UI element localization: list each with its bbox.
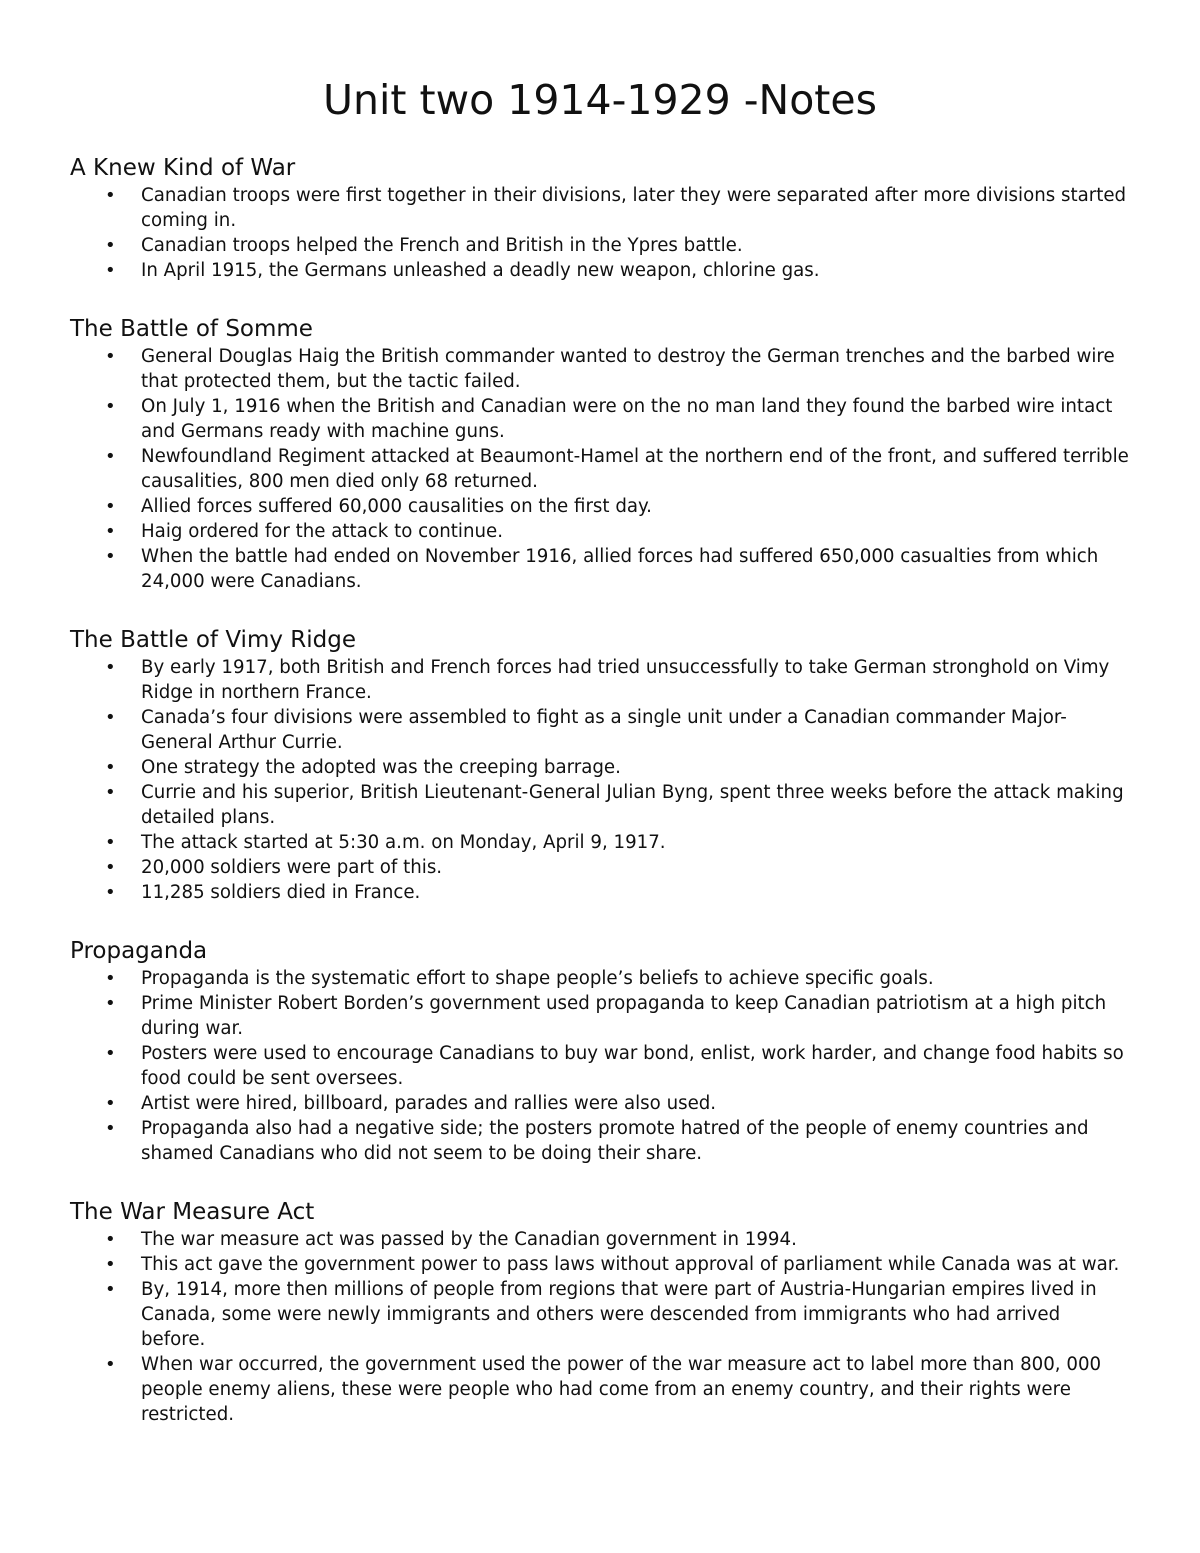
bullet-text: Allied forces suffered 60,000 causalities on the first day. — [141, 496, 652, 517]
list-item — [70, 519, 1130, 544]
bullet-icon: • — [105, 1279, 116, 1300]
bullet-text: This act gave the government power to pass laws without approval of parliament while Canada was at war. — [141, 1254, 1120, 1275]
list-item — [70, 1252, 1130, 1277]
bullet-icon: • — [105, 496, 116, 517]
sections-container — [70, 154, 1130, 1427]
bullet-icon: • — [105, 446, 116, 467]
bullet-text: The attack started at 5:30 a.m. on Monday, April 9, 1917. — [141, 832, 666, 853]
bullet-list — [70, 1227, 1130, 1427]
section — [70, 315, 1130, 594]
bullet-icon: • — [105, 396, 116, 417]
bullet-icon: • — [105, 993, 116, 1014]
bullet-icon: • — [105, 782, 116, 803]
bullet-text: By early 1917, both British and French forces had tried unsuccessfully to take German stronghold on Vimy Ridge in northern France. — [141, 657, 1110, 703]
list-item — [70, 830, 1130, 855]
bullet-icon: • — [105, 882, 116, 903]
bullet-icon: • — [105, 546, 116, 567]
bullet-text: By, 1914, more then millions of people from regions that were part of Austria-Hungarian empires lived in Canada, some were newly immigrants and others were descended from immigrants who had arrived before. — [141, 1279, 1097, 1350]
bullet-text: Artist were hired, billboard, parades and rallies were also used. — [141, 1093, 717, 1114]
bullet-text: When the battle had ended on November 1916, allied forces had suffered 650,000 casualties from which 24,000 were Canadians. — [141, 546, 1099, 592]
bullet-icon: • — [105, 1043, 116, 1064]
list-item — [70, 1041, 1130, 1091]
list-item — [70, 966, 1130, 991]
list-item — [70, 855, 1130, 880]
bullet-icon: • — [105, 1254, 116, 1275]
bullet-icon: • — [105, 1093, 116, 1114]
list-item — [70, 1352, 1130, 1427]
bullet-icon: • — [105, 707, 116, 728]
list-item — [70, 233, 1130, 258]
list-item — [70, 780, 1130, 830]
section — [70, 937, 1130, 1166]
bullet-icon: • — [105, 832, 116, 853]
bullet-icon: • — [105, 857, 116, 878]
bullet-icon: • — [105, 1229, 116, 1250]
section-heading: Propaganda — [70, 938, 208, 964]
list-item — [70, 655, 1130, 705]
section — [70, 154, 1130, 283]
list-item — [70, 183, 1130, 233]
bullet-icon: • — [105, 235, 116, 256]
bullet-list — [70, 344, 1130, 594]
section-heading: The Battle of Somme — [70, 316, 313, 342]
section — [70, 1198, 1130, 1427]
bullet-text: In April 1915, the Germans unleashed a deadly new weapon, chlorine gas. — [141, 260, 820, 281]
bullet-icon: • — [105, 1118, 116, 1139]
list-item — [70, 1277, 1130, 1352]
bullet-text: Canadian troops helped the French and British in the Ypres battle. — [141, 235, 743, 256]
bullet-text: Haig ordered for the attack to continue. — [141, 521, 504, 542]
list-item — [70, 1227, 1130, 1252]
bullet-list — [70, 966, 1130, 1166]
section-heading: The Battle of Vimy Ridge — [70, 627, 356, 653]
list-item — [70, 1091, 1130, 1116]
bullet-text: 20,000 soldiers were part of this. — [141, 857, 443, 878]
bullet-text: Propaganda also had a negative side; the posters promote hatred of the people of enemy countries and shamed Canadians who did not seem to be doing their share. — [141, 1118, 1089, 1164]
bullet-icon: • — [105, 521, 116, 542]
bullet-text: General Douglas Haig the British commander wanted to destroy the German trenches and the barbed wire that protected them, but the tactic failed. — [141, 346, 1115, 392]
section-heading: A Knew Kind of War — [70, 155, 296, 181]
list-item — [70, 991, 1130, 1041]
list-item — [70, 394, 1130, 444]
bullet-text: Currie and his superior, British Lieutenant-General Julian Byng, spent three weeks before the attack making detailed plans. — [141, 782, 1124, 828]
bullet-icon: • — [105, 260, 116, 281]
list-item — [70, 444, 1130, 494]
document-title: Unit two 1914-1929 -Notes — [323, 76, 877, 124]
list-item — [70, 1116, 1130, 1166]
bullet-icon: • — [105, 757, 116, 778]
bullet-text: Propaganda is the systematic effort to shape people’s beliefs to achieve specific goals. — [141, 968, 934, 989]
list-item — [70, 544, 1130, 594]
bullet-icon: • — [105, 346, 116, 367]
section — [70, 626, 1130, 905]
bullet-text: Prime Minister Robert Borden’s government used propaganda to keep Canadian patriotism at a high pitch during war. — [141, 993, 1107, 1039]
bullet-text: One strategy the adopted was the creeping barrage. — [141, 757, 621, 778]
list-item — [70, 880, 1130, 905]
bullet-text: When war occurred, the government used the power of the war measure act to label more than 800, 000 people enemy aliens, these were people who had come from an enemy country, and their rights were restricted. — [141, 1354, 1102, 1425]
bullet-icon: • — [105, 185, 116, 206]
bullet-text: Canada’s four divisions were assembled to fight as a single unit under a Canadian commander Major-General Arthur Currie. — [141, 707, 1067, 753]
bullet-list — [70, 655, 1130, 905]
list-item — [70, 344, 1130, 394]
section-heading: The War Measure Act — [70, 1199, 315, 1225]
bullet-icon: • — [105, 1354, 116, 1375]
bullet-icon: • — [105, 968, 116, 989]
bullet-text: Newfoundland Regiment attacked at Beaumont-Hamel at the northern end of the front, and suffered terrible causalities, 800 men died only 68 returned. — [141, 446, 1129, 492]
bullet-list — [70, 183, 1130, 283]
bullet-text: On July 1, 1916 when the British and Canadian were on the no man land they found the barbed wire intact and Germans ready with machine guns. — [141, 396, 1113, 442]
bullet-text: Canadian troops were first together in their divisions, later they were separated after more divisions started coming in. — [141, 185, 1127, 231]
bullet-text: Posters were used to encourage Canadians to buy war bond, enlist, work harder, and change food habits so food could be sent oversees. — [141, 1043, 1124, 1089]
bullet-icon: • — [105, 657, 116, 678]
list-item — [70, 705, 1130, 755]
bullet-text: 11,285 soldiers died in France. — [141, 882, 421, 903]
list-item — [70, 755, 1130, 780]
list-item — [70, 258, 1130, 283]
list-item — [70, 494, 1130, 519]
bullet-text: The war measure act was passed by the Canadian government in 1994. — [141, 1229, 797, 1250]
